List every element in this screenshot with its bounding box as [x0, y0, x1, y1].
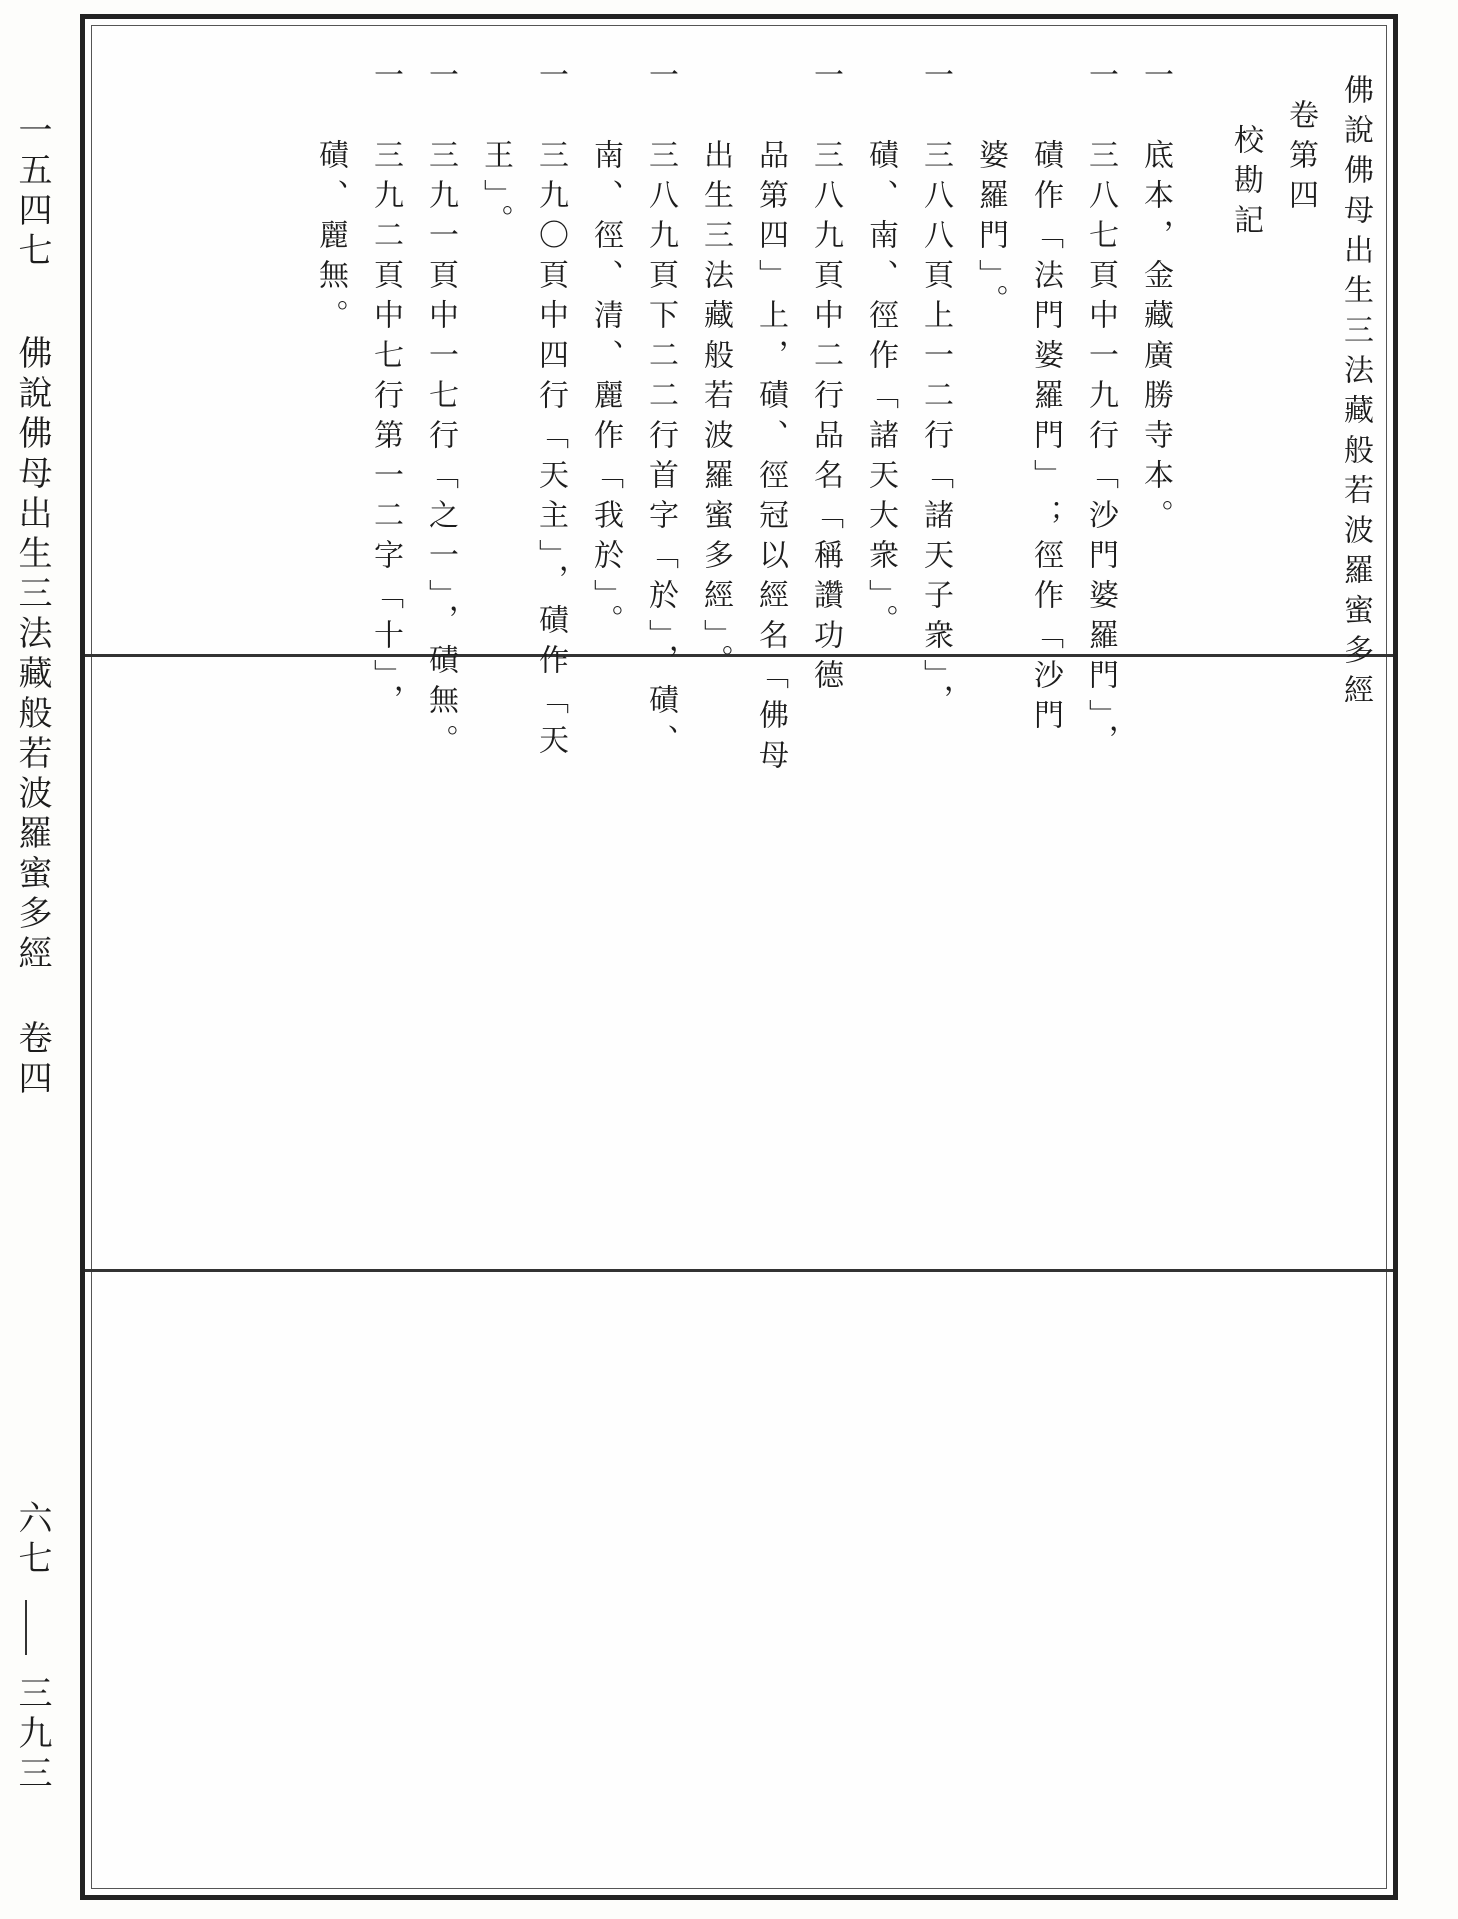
page-frame — [80, 14, 1398, 1900]
note-text: 三九〇頁中四行「天主」，磧作「天 — [533, 139, 568, 764]
note-text-cont: 磧作「法門婆羅門」；徑作「沙門 — [1028, 139, 1063, 739]
note-marker: 一 — [808, 59, 843, 99]
section-label: 校勘記 — [1228, 124, 1263, 244]
note-text: 三八八頁上一二行「諸天子衆」， — [918, 139, 953, 724]
note-marker: 一 — [1138, 59, 1173, 99]
note-text: 三九二頁中七行第一二字「十」， — [368, 139, 403, 724]
note-marker: 一 — [1083, 59, 1118, 99]
note-text-cont: 磧、南、徑作「諸天大衆」。 — [863, 139, 898, 644]
note-marker: 一 — [918, 59, 953, 99]
inner-rule — [91, 25, 1387, 1889]
note-text: 三八九頁中二行品名「稱讚功德 — [808, 139, 843, 699]
scripture-title: 佛說佛母出生三法藏般若波羅蜜多經 — [1338, 74, 1373, 714]
note-text-cont: 品第四」上，磧、徑冠以經名「佛母 — [753, 139, 788, 779]
note-text-cont: 王」。 — [478, 139, 513, 244]
fascicle-label: 卷第四 — [1283, 99, 1318, 219]
note-text: 三八七頁中一九行「沙門婆羅門」， — [1083, 139, 1118, 764]
note-marker: 一 — [643, 59, 678, 99]
margin-page-ref-a: 六七 — [12, 1500, 52, 1580]
margin-divider — [25, 1600, 27, 1655]
margin-fascicle: 卷四 — [12, 1020, 52, 1100]
note-text: 底本，金藏廣勝寺本。 — [1138, 139, 1173, 539]
register-divider-1 — [85, 654, 1393, 657]
note-text-cont: 南、徑、清、麗作「我於」。 — [588, 139, 623, 644]
note-text-cont: 磧、麗無。 — [313, 139, 348, 339]
margin-volume-number: 一五四七 — [12, 112, 52, 272]
note-marker: 一 — [533, 59, 568, 99]
margin-title: 佛說佛母出生三法藏般若波羅蜜多經 — [12, 335, 52, 975]
note-marker: 一 — [368, 59, 403, 99]
note-text-cont: 出生三法藏般若波羅蜜多經」。 — [698, 139, 733, 684]
note-marker: 一 — [423, 59, 458, 99]
note-text: 三八九頁下二二行首字「於」，磧、 — [643, 139, 678, 764]
note-text: 三九一頁中一七行「之一」，磧無。 — [423, 139, 458, 764]
note-text-cont: 婆羅門」。 — [973, 139, 1008, 324]
register-divider-2 — [85, 1269, 1393, 1272]
margin-page-ref-b: 三九三 — [12, 1675, 52, 1795]
